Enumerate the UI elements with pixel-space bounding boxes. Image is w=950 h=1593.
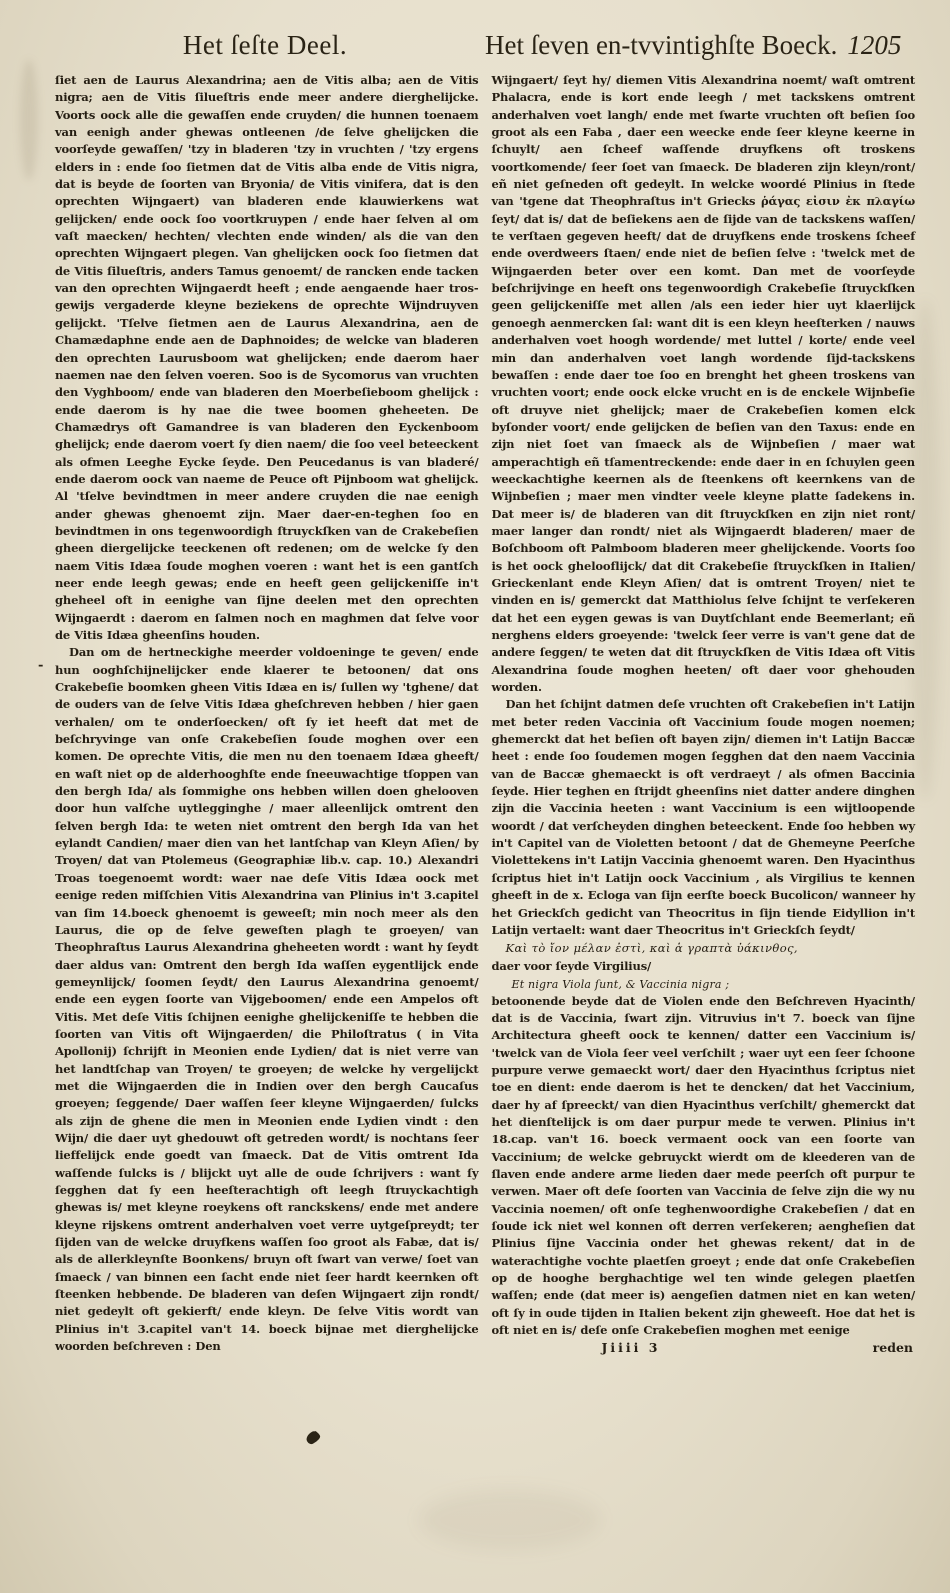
body-paragraph: Wijngaert/ ſeyt hy/ diemen Vitis Alexandrina noemt/ waſt omtrent Phalacra, ende is kort ende leegh / met tackskens omtrent anderhalven voet langh/ ende met ſwarte vruchten oft beſien ſoo groot als een Faba , daer een weecke ende ſeer kleyne keerne in ſchuylt/ aen ſcheef waſſende druyfkens oft troskens voortkomende/ ſeer ſoet van ſmaeck. De bladeren zijn kleyn/ront/ eñ niet geſneden oft gedeylt. In welcke woordé Plinius in ſtede van 'tgene dat Theophraſtus in't Griecks ῥάγας εἰσιν ἐκ πλαγίω ſeyt/ dat is/ dat de beſiekens aen de ſijde van de tackskens waſſen/ te verſtaen gegeven heeft/ dat de druyfkens ende troskens ſcheef ende overdweers ſtaen/ ende niet de beſien ſelve : 'twelck met de Wijngaerden beter over een komt. Dan met de voorſeyde beſchrijvinge en heeft ons tegenwoordigh Crakebeſie ſtruyckſken geen gelijckeniſſe met allen /als een ieder hier uyt klaerlijck genoegh aenmercken ſal: want dit is een kleyn heeſterken / nauws anderhalven voet hoogh wordende/ met luttel / korte/ ende veel min dan anderhalven voet langh wordende ſijd-tackskens bewaſſen : ende daer toe ſoo en brenght het gheen troskens van vruchten voort; ende oock elcke vrucht en is de enckele Wijnbeſie oft druyve niet ghelijck; maer de Crakebeſien komen elck byſonder voort/ ende gelijcken de beſien van den Taxus: ende en zijn niet ſoet van ſmaeck als de Wijnbeſien / maer wat amperachtigh eñ tſamentreckende: ende daer in en ſchuylen geen weeckachtighe keernen als de ſteenkens oft keernkens van de Wijnbeſien ; maer men vindter veele kleyne platte ſadekens in. Dat meer is/ de bladeren van dit ſtruyckſken en zijn niet ront/ maer langer dan rondt/ niet als Wijngaerdt bladeren/ maer de Boſchboom oft Palmboom bladeren meer ghelijckende. Voorts ſoo is het oock ghelooflijck/ dat dit Crakebeſie ſtruyckſken in Italien/ Grieckenlant ende Kleyn Aſien/ dat is omtrent Troyen/ niet te vinden en is/ gemerckt dat Matthiolus ſelve ſchijnt te verſekeren dat het een eygen gewas is van Duytſchlant ende Beemerlant; eñ nerghens elders groeyende: 'twelck ſeer verre is van't gene dat de andere ſeggen/ te weten dat dit ſtruyckſken de Vitis Idæa oft Vitis Alexandrina ſoude moghen heeten/ oft daer voor ghehouden worden. [491,73,915,695]
body-paragraph: Dan om de hertneckighe meerder voldoeninge te geven/ ende hun ooghſchijnelijcker ende klaerer te betoonen/ dat ons Crakebeſie boomken gheen Vitis Idæa en is/ ſullen wy 'tghene/ dat de ouders van de ſelve Vitis Idæa gheſchreven hebben / hier gaen verhalen/ om te onderſoecken/ oft ſy iet heeft dat met de beſchryvinge van onſe Crakebeſien ſoude moghen over een komen. De oprechte Vitis, die men nu den toenaem Idæa gheeft/ en waſt niet op de alderhooghſte ende ſneeuwachtige tſoppen van den bergh Ida/ als ſommighe ons hebben willen doen ghelooven door hun valſche uytlegginghe / maer alleenlijck omtrent den ſelven bergh Ida: te weten niet omtrent den bergh Ida van het eylandt Candien/ maer dien van het lantſchap van Kleyn Aſien/ by Troyen/ dat van Ptolemeus (Geographiæ lib.v. cap. 10.) Alexandri Troas toegenoemt wordt: waer nae deſe Vitis Idæa oock met eenige reden miſſchien Vitis Alexandrina van Plinius in't 3.capitel van ſim 14.boeck ghenoemt is geweeſt; min noch meer als den Laurus, die op de ſelve geweſten plagh te groeyen/ van Theophraſtus Laurus Alexandrina gheheeten wordt : want hy ſeydt daer aldus van: Omtrent den bergh Ida waſſen eygentlijck ende gemeynlijck/ ſoomen ſeydt/ den Laurus Alexandrina genoemt/ ende een eygen ſoorte van Vijgeboomen/ ende een Ampelos oft Vitis. Met deſe Vitis ſchijnen eenighe ghelijckeniſſe te hebben die ſoorten van Vitis oft Wijngaerden/ die Philoſtratus ( in Vita Apollonij) ſchrijft in Meonien ende Lydien/ dat is niet verre van het landtſchap van Troyen/ te groeyen; de welcke hy vergelijckt met die Wijngaerden die in Indien over den bergh Caucaſus groeyen; ſeggende/ Daer waſſen ſeer kleyne Wijngaerden/ ſulcks als zijn de ghene die men in Meonien ende Lydien vindt : den Wijn/ die daer uyt ghedouwt oft getreden wordt/ is nochtans ſeer lieffelijck ende goedt van ſmaeck. Dat de Vitis omtrent Ida waſſende ſulcks is / blijckt uyt alle de oude ſchrijvers : want ſy ſegghen dat ſy een heeſterachtigh oft leegh ſtruyckachtigh ghewas is/ met kleyne roeykens oft ranckskens/ ende met andere kleyne rijskens omtrent anderhalven voet verre uytgeſpreydt; ter ſijden van de welcke druyfkens waſſen ſoo groot als Fabæ, dat is/ als de allerkleynſte Boonkens/ bruyn oft ſwart van verwe/ ſoet van ſmaeck / van binnen een ſacht ende niet ſeer hardt keernken oft ſteenken hebbende. De bladeren van deſen Wijngaert zijn rondt/ niet gedeylt oft gekierft/ ende kleyn. De ſelve Vitis wordt van Plinius in't 3.capitel van't 14. boeck bijnae met dierghelijcke woorden beſchreven : Den [55,645,479,1354]
body-paragraph: betoonende beyde dat de Violen ende den Beſchreven Hyacinth/ dat is de Vaccinia, ſwart zijn. Vitruvius in't 7. boeck van ſijne Architectura gheeft oock te kennen/ datter een Vaccinium is/ 'twelck van de Viola ſeer veel verſchilt ; waer uyt een ſeer ſchoone purpure verwe gemaeckt wort/ daer den Hyacinthus ſcriptus niet toe en dient: ende daerom is het te dencken/ dat het Vaccinium, daer hy af ſpreeckt/ van dien Hyacinthus verſchilt/ ghemerckt dat het dienſtelijck is om daer purpur mede te verwen. Plinius in't 18.cap. van't 16. boeck vermaent oock van een ſoorte van Vaccinium; de welcke gebruyckt wierdt om de kleederen van de ſlaven ende andere arme lieden daer mede peerſch oft purpur te verwen. Maer oft deſe ſoorten van Vaccinia de ſelve zijn die wy nu Vaccinia noemen/ oft onſe teghenwoordighe Crakebeſien / dat en ſoude ick niet wel konnen oft derren verſekeren; aengheſien dat Plinius ſijne Vaccinia onder het ghewas rekent/ dat in de waterachtighe vochte plaetſen groeyt ; ende dat onſe Crakebeſien op de hooghe berghachtige wel ten winde gelegen plaetſen waſſen; ende (dat meer is) aengeſien datmen niet en kan weten/ oft ſy in oude tijden in Italien bekent zijn gheweeſt. Hoe dat het is oft niet en is/ deſe onſe Crakebeſien moghen met eenige [491,993,915,1338]
latin-quote: Et nigra Viola ſunt, & Vaccinia nigra ; [511,977,730,991]
catchword: reden [872,1340,913,1356]
margin-dash: - [38,658,44,673]
page-number: 1205 [847,30,902,60]
signature-row [492,1340,916,1358]
book-title [475,30,914,61]
right-column [492,72,916,1483]
signature-mark: Jiiii 3 [601,1340,661,1356]
body-paragraph: Dan het ſchijnt datmen deſe vruchten oft Crakebeſien in't Latijn met beter reden Vaccinia oft Vaccinium ſoude mogen noemen; ghemerckt dat het beſien oft bayen zijn/ diemen in't Latijn Baccæ heet : ende ſoo ſoudemen mogen ſegghen dat den naem Vaccinia van de Baccæ ghemaeckt is oft verdraeyt / als ofmen Baccinia ſeyde. Hier teghen en ſtrijdt gheenſins niet datter andere dinghen zijn die Vaccinia heeten : want Vaccinium is een wijtloopende woordt / dat verſcheyden dinghen beteeckent. Ende ſoo hebben wy in't Capitel van de Violetten betoont / dat de Ghemeyne Peerſche Violettekens in't Latijn Vaccinia ghenoemt waren. Den Hyacinthus ſcriptus hiet in't Latijn oock Vaccinium , als Virgilius te kennen gheeft in de x. Ecloga van ſijn eerſte boeck Bucolicon/ wanneer hy het Grieckſch gedicht van Theocritus in ſijn tiende Eidyllion in't Latijn vertaelt: want daer Theocritus in't Grieckſch ſeydt/ [491,697,915,937]
left-column [55,72,479,1483]
book-title-text: Het ſeven en-tvvintighſte Boeck. [485,30,838,60]
part-title: Het ſeſte Deel. [182,30,348,60]
virgil-intro-line: daer voor ſeyde Virgilius/ [491,959,652,974]
paper-stain [420,1490,600,1550]
paper-stain [20,60,38,180]
running-header [55,30,914,61]
body-paragraph: ſiet aen de Laurus Alexandrina; aen de Vitis alba; aen de Vitis nigra; aen de Vitis ſilueſtris ende meer andere dierghelijcke. Voorts oock alle die gewaſſen ende cruyden/ die hunnen toenaem van eenigh ander ghewas ontleenen /de ſelve ghelijcken die voorſeyde gewaſſen/ 'tzy in bladeren 'tzy in vruchten / 'tzy ergens elders in : ende ſoo ſietmen dat de Vitis alba ende de Vitis nigra, dat is beyde de ſoorten van Bryonia/ de Vitis vinifera, dat is den oprechten Wijngaert) van bladeren ende klauwierkens wat gelijcken/ ende oock ſoo voortkruypen / ende haer ſelven al om vaſt maecken/ hechten/ vlechten ende winden/ als die van den oprechten Wijngaert plegen. Van ghelijcken oock ſoo ſietmen dat de Vitis ſilueſtris, anders Tamus genoemt/ de rancken ende tacken van den oprechten Wijngaerdt heeft ; ende aengaende haer tros-gewijs vergaderde kleyne beziekens de oprechte Wijndruyven gelijckt. 'Tſelve ſietmen aen de Laurus Alexandrina, aen de Chamædaphne ende aen de Daphnoides; de welcke van bladeren den oprechten Laurusboom wat ghelijcken; ende daerom haer naemen nae den ſelven voeren. Soo is de Sycomorus van vruchten den Vyghboom/ ende van bladeren den Moerbeſieboom ghelijck : ende daerom is hy nae die twee boomen gheheeten. De Chamædrys oft Gamandree is van bladeren den Eyckenboom ghelijck; ende daerom voert ſy dien naem/ die ſoo veel beteeckent als ofmen Leeghe Eycke ſeyde. Den Peucedanus is van bladeré/ ende daerom oock van naeme de Peuce oft Pijnboom wat ghelijck. Al 'tſelve bevindtmen in meer andere cruyden die nae eenigh ander ghewas ghenoemt zijn. Maer daer-en-teghen ſoo en bevindtmen in ons tegenwoordigh ſtruyckſken van de Crakebeſien gheen diergelijcke teeckenen oft redenen; om de welcke ſy den naem Vitis Idæa ſoude moghen voeren : want het is een gantſch neer ende leegh gewas; ende en heeft geen gelijckeniſſe in't gheheel oft in eenighe van ſijne deelen met den oprechten Wijngaerdt : daerom en ſalmen noch en maghmen dat ſelve voor de Vitis Idæa gheenſins houden. [55,73,479,642]
greek-quote: Καὶ τὸ ἴον μέλαν ἐστὶ, καὶ ἁ γραπτὰ ὑάκινθος, [505,941,798,956]
text-columns [55,72,915,1483]
